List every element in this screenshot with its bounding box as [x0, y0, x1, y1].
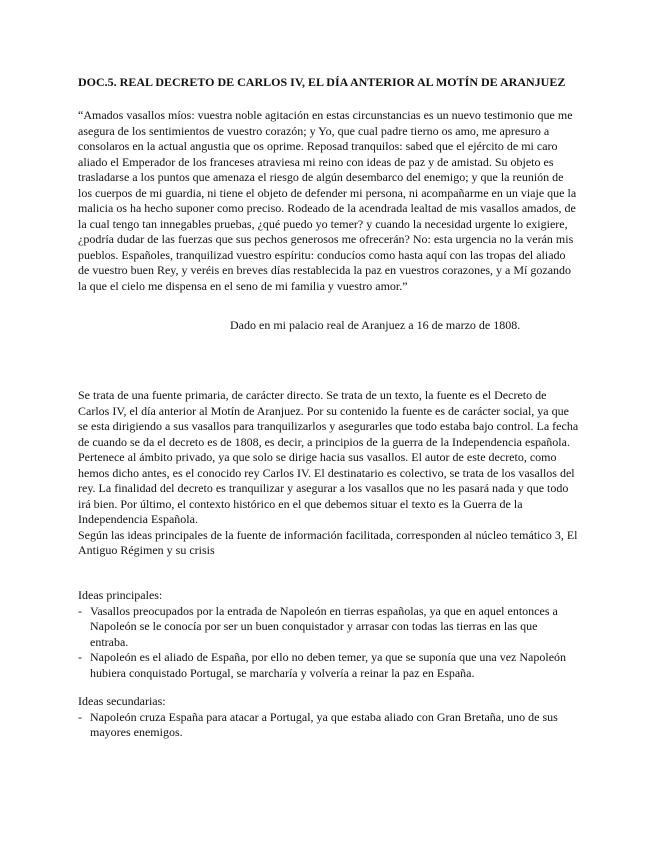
- source-analysis: [78, 388, 580, 559]
- analysis-paragraph: Se trata de una fuente primaria, de carácter directo. Se trata de un texto, la fuente es el Decreto de Carlos IV, el día anterior al Motín de Aranjuez. Por su contenido la fuente es de carácter social, ya que se esta dirigiendo a sus vasallos para tranquilizarlos y asegurarles que todo estaba bajo control. La fecha de cuando se da el decreto es de 1808, es decir, a principios de la guerra de la Independencia española. Pertenece al ámbito privado, ya que solo se dirige hacia sus vasallos. El autor de este decreto, como hemos dicho antes, es el conocido rey Carlos IV. El destinatario es colectivo, se trata de los vasallos del rey. La finalidad del decreto es tranquilizar y asegurar a los vasallos que no les pasará nada y que todo irá bien. Por último, el contexto histórico en el que debemos situar el texto es la Guerra de la Independencia Española.: [78, 388, 579, 526]
- decree-quote: “Amados vasallos míos: vuestra noble agitación en estas circunstancias es un nuevo testimonio que me asegura de los sentimientos de vuestro corazón; y Yo, que cual padre tierno os amo, me apresuro a consolaros en la actual angustia que os oprime. Reposad tranquilos: sabed que el ejército de mi caro aliado el Emperador de los franceses atraviesa mi reino con ideas de paz y de amistad. Su objeto es trasladarse a los puntos que amenaza el riesgo de algún desembarco del enemigo; y que la reunión de los cuerpos de mi guardia, ni tiene el objeto de defender mi persona, ni acompañarme en un viaje que la malicia os ha hecho suponer como preciso. Rodeado de la acendrada lealtad de mis vasallos amados, de la cual tengo tan innegables pruebas, ¿qué puedo yo temer? y cuando la necesidad urgente lo exigiere, ¿podría dudar de las fuerzas que sus pechos generosos me ofrecerán? No: esta urgencia no la verán mis pueblos. Españoles, tranquilizad vuestro espíritu: conducíos como hasta aquí con las tropas del aliado de vuestro buen Rey, y veréis en breves días restablecida la paz en vuestros corazones, y a Mí gozando la que el cielo me dispensa en el seno de mi familia y vuestro amor.”: [78, 108, 577, 293]
- list-item: [78, 710, 578, 741]
- thematic-core-paragraph: Según las ideas principales de la fuente de información facilitada, corresponden al núcleo temático 3, El Antiguo Régimen y su crisis: [78, 527, 578, 557]
- secondary-ideas-list: [78, 710, 578, 741]
- principal-ideas-section: [78, 588, 578, 681]
- bullet-dash: -: [78, 603, 82, 618]
- document-title: DOC.5. REAL DECRETO DE CARLOS IV, EL DÍA ANTERIOR AL MOTÍN DE ARANJUEZ: [78, 75, 566, 89]
- secondary-ideas-section: [78, 694, 578, 741]
- principal-ideas-list: [78, 604, 578, 682]
- bullet-dash: -: [78, 650, 82, 664]
- principal-ideas-heading: Ideas principales:: [78, 588, 163, 602]
- bullet-dash: -: [78, 709, 82, 724]
- decree-signature: Dado en mi palacio real de Aranjuez a 16 de marzo de 1808.: [230, 318, 521, 332]
- secondary-ideas-heading: Ideas secundarias:: [78, 694, 166, 708]
- list-item-text: Vasallos preocupados por la entrada de Napoleón en tierras españolas, ya que en aquel entonces a Napoleón se le conocía por ser un buen conquistador y arrasar con todas las tierras en las que entraba.: [90, 603, 558, 649]
- list-item-text: Napoleón cruza España para atacar a Portugal, ya que estaba aliado con Gran Bretaña, uno de sus mayores enemigos.: [90, 709, 558, 739]
- list-item-text: Napoleón es el aliado de España, por ello no deben temer, ya que se suponía que una vez Napoleón hubiera conquistado Portugal, se marcharía y volvería a reinar la paz en España.: [90, 650, 567, 680]
- list-item: [78, 604, 578, 651]
- list-item: [78, 650, 578, 681]
